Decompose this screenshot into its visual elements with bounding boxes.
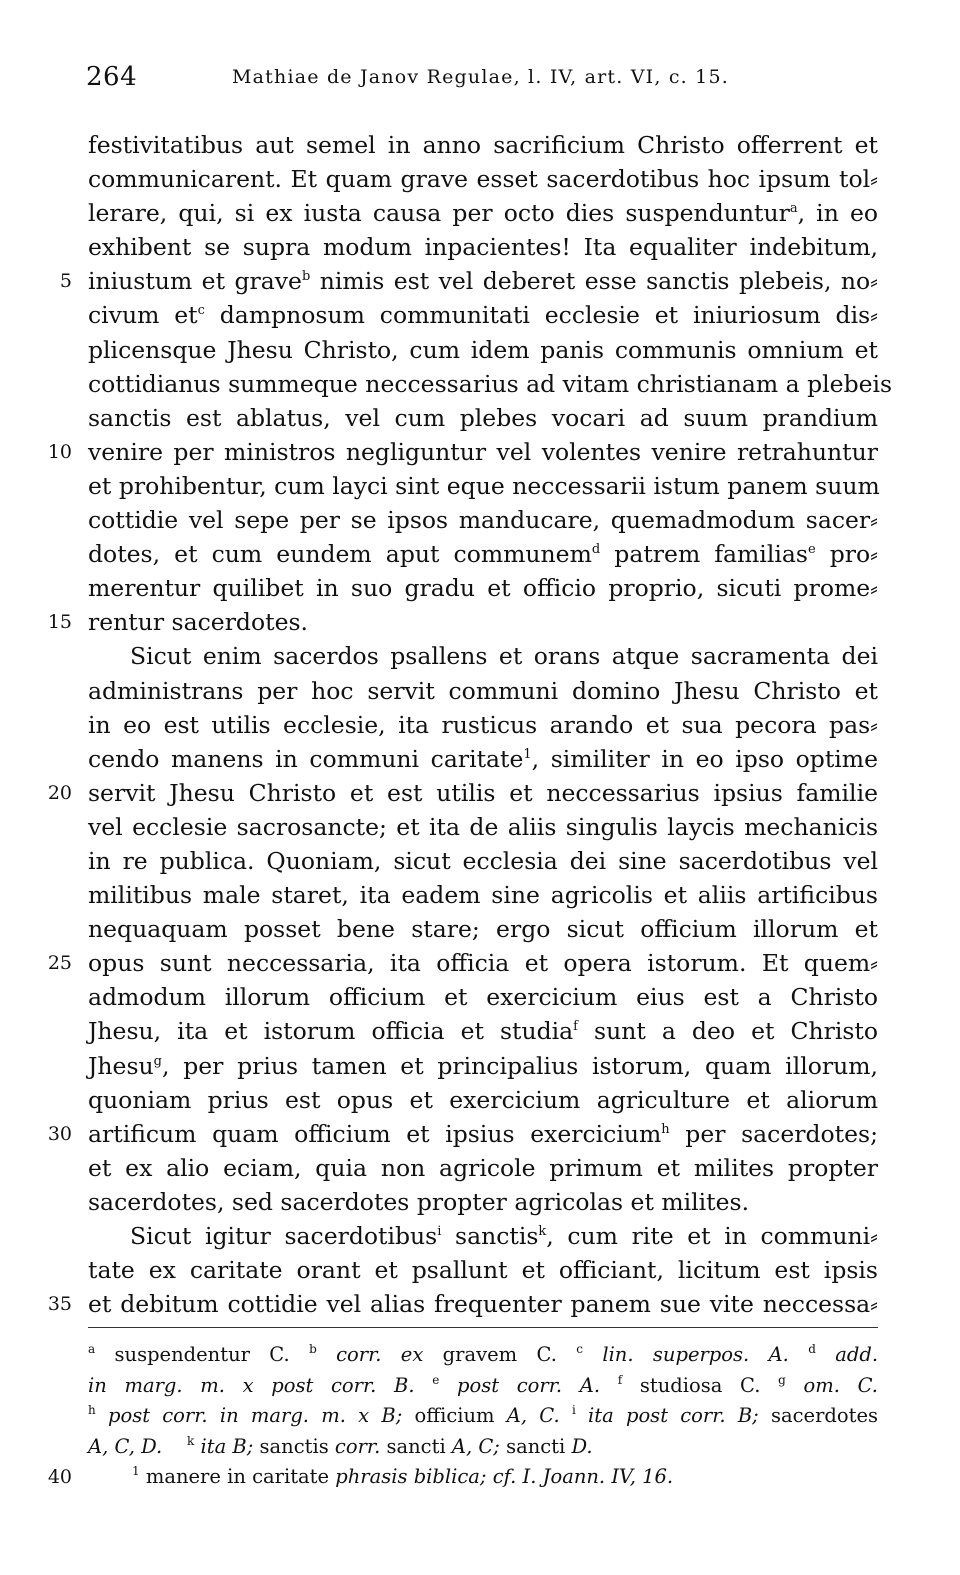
footnote-text: officium	[402, 1404, 507, 1427]
footnote-text: corr. ex	[336, 1343, 424, 1366]
line-text: opus sunt neccessaria, ita officia et opera istorum. Et quem⸗	[88, 949, 878, 978]
line-text: artificum quam officium et ipsius exercicium	[88, 1119, 662, 1148]
line-text: nimis est vel deberet esse sanctis plebeis, no⸗	[310, 267, 878, 296]
footnote-text: corr.	[334, 1434, 381, 1458]
text-line	[88, 844, 878, 878]
line-text: Sicut enim sacerdos psallens et orans atque sacramenta dei	[130, 642, 878, 671]
footnote-text: sacerdotes	[758, 1404, 879, 1427]
line-text: sanctis est ablatus, vel cum plebes vocari ad suum prandium	[88, 403, 878, 432]
line-number: 25	[47, 952, 72, 975]
text-line	[88, 1049, 878, 1083]
footnote-text: A, C;	[451, 1434, 500, 1458]
text-line	[88, 230, 878, 264]
footnote-text: A, C, D.	[88, 1434, 163, 1458]
text-line	[88, 1014, 878, 1048]
line-text: venire per ministros negliguntur vel volentes venire retrahuntur	[88, 437, 878, 466]
footnote-text: post corr. A.	[457, 1373, 601, 1397]
footnote-divider	[88, 1327, 878, 1328]
footnote-mark: f	[617, 1372, 623, 1387]
line-text: pro⸗	[815, 540, 878, 569]
line-text: sacerdotes, sed sacerdotes propter agricolas et milites.	[88, 1187, 750, 1216]
footnote-mark: g	[778, 1372, 786, 1387]
line-text: communicarent. Et quam grave esset sacerdotibus hoc ipsum tol⸗	[88, 165, 878, 194]
footnote-text: sancti	[380, 1434, 452, 1458]
line-text: dotes, et cum eundem aput communem	[88, 540, 592, 569]
line-text: patrem familias	[600, 540, 808, 569]
line-text: , similiter in eo ipso optime	[531, 744, 878, 773]
text-line	[88, 298, 878, 332]
text-line	[88, 1083, 878, 1117]
footnote-text: lin. superpos. A.	[602, 1343, 789, 1366]
footnotes	[47, 1340, 879, 1493]
line-text: servit Jhesu Christo et est utilis et neccessarius ipsius familie	[88, 778, 878, 807]
line-text: , per prius tamen et principalius istorum, quam illorum,	[162, 1051, 878, 1080]
footnote-mark: d	[808, 1342, 816, 1356]
text-line	[88, 878, 878, 912]
line-text: per sacerdotes;	[669, 1119, 878, 1148]
footnote-mark: b	[309, 1342, 317, 1356]
text-line	[88, 571, 878, 605]
line-text: tate ex caritate orant et psallunt et officiant, licitum est ipsis	[88, 1256, 878, 1285]
text-line	[88, 708, 878, 742]
line-text: cottidianus summeque neccessarius ad vitam christianam a plebeis	[88, 369, 893, 398]
text-line	[59, 264, 878, 298]
line-text: vel ecclesie sacrosancte; et ita de aliis singulis laycis mechanicis	[88, 812, 878, 841]
footnote-line	[88, 1371, 878, 1402]
text-line	[47, 776, 878, 810]
text-line	[47, 1287, 878, 1321]
line-text: , in eo	[797, 199, 878, 228]
footnote-text: sancti	[499, 1434, 572, 1458]
text-line	[88, 537, 878, 571]
text-line	[88, 1151, 878, 1185]
main-text	[47, 128, 893, 1321]
footnote-mark: e	[432, 1372, 440, 1387]
text-line	[88, 162, 878, 196]
line-text: dampnosum communitati ecclesie et iniuriosum dis⸗	[204, 301, 878, 330]
line-text: merentur quilibet in suo gradu et officio proprio, sicuti prome⸗	[88, 574, 878, 603]
footnote-reference: e	[807, 542, 816, 558]
text-line	[88, 810, 878, 844]
line-text: et debitum cottidie vel alias frequenter panem sue vite neccessa⸗	[88, 1290, 878, 1319]
footnote-reference: f	[573, 1019, 578, 1035]
text-line	[88, 674, 878, 708]
line-text: quoniam prius est opus et exercicium agriculture et aliorum	[88, 1085, 878, 1114]
footnote-mark: 1	[132, 1464, 140, 1478]
line-text: sanctis	[441, 1222, 539, 1250]
line-text: civum et	[88, 301, 198, 330]
text-line	[47, 1117, 878, 1151]
text-line	[88, 401, 878, 435]
footnote-text: gravem C.	[423, 1343, 557, 1366]
footnote-reference: 1	[523, 746, 532, 762]
line-text: Sicut igitur sacerdotibus	[130, 1222, 438, 1250]
footnote-mark: h	[88, 1403, 96, 1417]
text-line	[88, 639, 878, 673]
footnote-text: A, C.	[506, 1404, 560, 1427]
text-line	[88, 128, 878, 162]
line-text: , cum rite et in communi⸗	[546, 1222, 878, 1250]
line-text: rentur sacerdotes.	[88, 608, 309, 637]
footnote-reference: a	[789, 201, 798, 217]
footnote-reference: k	[538, 1224, 547, 1239]
line-text: admodum illorum officium et exercicium eius est a Christo	[88, 983, 878, 1012]
running-head: Mathiae de Janov Regulae, l. IV, art. VI, c. 15.	[232, 66, 729, 88]
line-text: Jhesu	[88, 1051, 154, 1080]
text-line	[47, 946, 878, 980]
line-text: festivitatibus aut semel in anno sacrificium Christo offerrent et	[88, 131, 878, 159]
line-number: 10	[47, 440, 72, 463]
text-line	[88, 469, 878, 503]
footnote-text: suspendentur C.	[114, 1343, 290, 1366]
footnote-line	[88, 1432, 878, 1463]
footnote-text: in marg. m. x post corr. B.	[88, 1373, 415, 1397]
footnote-text: manere in caritate	[145, 1465, 336, 1488]
line-number: 35	[47, 1293, 72, 1316]
footnote-text: phrasis biblica; cf. I. Joann. IV, 16.	[335, 1465, 674, 1488]
footnote-text: om. C.	[803, 1373, 879, 1397]
text-line	[88, 1219, 878, 1253]
footnote-line	[88, 1340, 878, 1371]
line-text: et prohibentur, cum layci sint eque neccessarii istum panem suum	[88, 471, 880, 500]
footnote-reference: g	[153, 1053, 162, 1069]
footnote-mark: c	[576, 1342, 583, 1356]
line-text: militibus male staret, ita eadem sine agricolis et aliis artificibus	[88, 881, 878, 910]
line-text: lerare, qui, si ex iusta causa per octo dies suspenduntur	[88, 199, 790, 228]
line-text: et ex alio eciam, quia non agricole primum et milites propter	[88, 1153, 878, 1182]
text-line	[88, 367, 893, 401]
text-line	[88, 1185, 878, 1219]
footnote-mark: k	[187, 1433, 195, 1448]
footnote-mark: a	[88, 1342, 96, 1356]
text-line	[88, 912, 878, 946]
footnote-text: studiosa C.	[639, 1373, 761, 1397]
footnote-line	[88, 1401, 878, 1432]
line-number: 15	[47, 611, 72, 634]
page-number: 264	[86, 62, 138, 92]
line-text: sunt a deo et Christo	[577, 1017, 878, 1046]
text-line	[88, 742, 878, 776]
footnote-text: ita post corr. B;	[588, 1404, 759, 1427]
footnote-reference: i	[437, 1224, 442, 1239]
text-line	[88, 1253, 878, 1287]
footnote-reference: c	[197, 303, 205, 319]
line-number: 40	[47, 1466, 72, 1488]
footnote-reference: d	[591, 542, 601, 558]
footnote-text: add.	[835, 1343, 879, 1366]
line-text: Jhesu, ita et istorum officia et studia	[88, 1017, 574, 1046]
footnote-text: ita B;	[200, 1434, 254, 1458]
text-line	[47, 605, 878, 639]
footnote-text: sanctis	[253, 1434, 335, 1458]
line-text: in re publica. Quoniam, sicut ecclesia dei sine sacerdotibus vel	[88, 846, 878, 875]
text-line	[88, 503, 878, 537]
page-header	[86, 62, 876, 102]
line-text: iniustum et grave	[88, 267, 302, 296]
line-text: administrans per hoc servit communi domino Jhesu Christo et	[88, 676, 878, 705]
line-text: nequaquam posset bene stare; ergo sicut officium illorum et	[88, 915, 878, 944]
footnote-text: post corr. in marg. m. x B;	[107, 1404, 403, 1427]
text-line	[88, 196, 878, 230]
footnote-mark: i	[571, 1403, 576, 1417]
line-text: cottidie vel sepe per se ipsos manducare, quemadmodum sacer⸗	[88, 506, 878, 535]
text-line	[47, 435, 878, 469]
footnote-reference: b	[301, 269, 311, 285]
line-number: 5	[59, 270, 72, 293]
text-line	[88, 333, 878, 367]
line-text: in eo est utilis ecclesie, ita rusticus arando et sua pecora pas⸗	[88, 710, 878, 739]
footnote-text: D.	[571, 1434, 593, 1458]
line-text: cendo manens in communi caritate	[88, 744, 524, 773]
line-number: 30	[47, 1122, 72, 1145]
line-text: plicensque Jhesu Christo, cum idem panis communis omnium et	[88, 335, 878, 364]
line-text: exhibent se supra modum inpacientes! Ita equaliter indebitum,	[88, 233, 878, 262]
line-number: 20	[47, 781, 72, 804]
text-line	[88, 980, 878, 1014]
footnote-reference: h	[661, 1121, 670, 1137]
footnote-line	[47, 1462, 878, 1493]
